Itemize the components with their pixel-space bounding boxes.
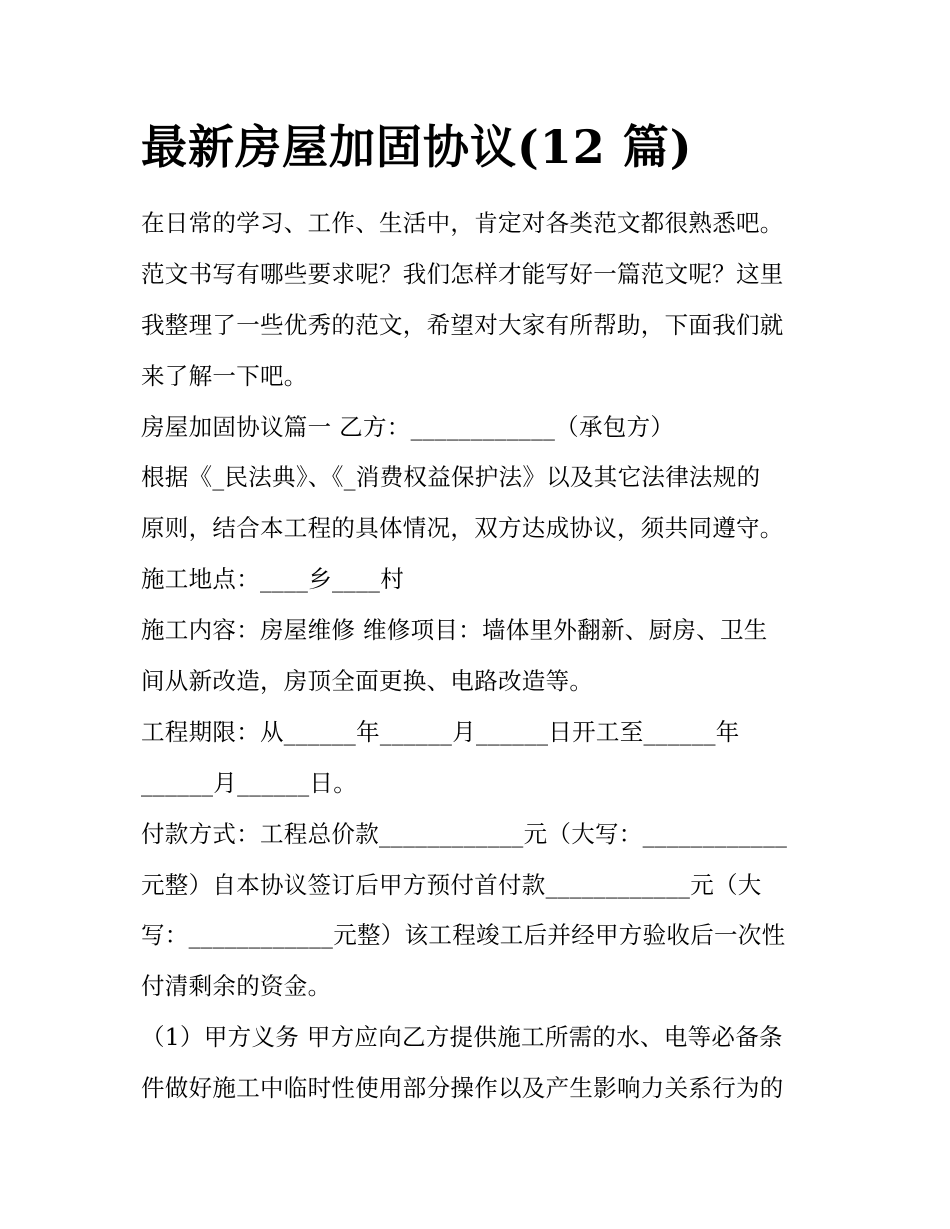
paragraph-line: 间从新改造，房顶全面更换、电路改造等。 <box>141 667 594 696</box>
paragraph-line: 施工地点：____乡____村 <box>141 565 404 594</box>
paragraph-line: （1）甲方义务 甲方应向乙方提供施工所需的水、电等必备条 <box>141 1023 783 1052</box>
paragraph-line: 件做好施工中临时性使用部分操作以及产生影响力关系行为的 <box>141 1074 784 1103</box>
paragraph-line: 元整）自本协议签订后甲方预付首付款____________元（大 <box>141 870 762 899</box>
paragraph-line: 付款方式：工程总价款____________元（大写：____________ <box>141 819 788 848</box>
paragraph-line: 写：____________元整）该工程竣工后并经甲方验收后一次性 <box>141 921 786 950</box>
paragraph-line: 我整理了一些优秀的范文，希望对大家有所帮助，下面我们就 <box>141 310 784 339</box>
paragraph-line: 房屋加固协议篇一 乙方：____________（承包方） <box>141 412 675 441</box>
paragraph-line: 施工内容：房屋维修 维修项目：墙体里外翻新、厨房、卫生 <box>141 616 768 645</box>
paragraph-line: ______月______日。 <box>141 768 357 797</box>
paragraph-line: 在日常的学习、工作、生活中，肯定对各类范文都很熟悉吧。 <box>141 209 784 237</box>
document-body <box>141 198 821 1114</box>
paragraph-line: 根据《_民法典》、《_消费权益保护法》以及其它法律法规的 <box>141 463 761 492</box>
paragraph-line: 范文书写有哪些要求呢？我们怎样才能写好一篇范文呢？这里 <box>141 259 784 288</box>
document-title: 最新房屋加固协议(12 篇) <box>141 120 693 174</box>
paragraph-line: 付清剩余的资金。 <box>141 972 332 1001</box>
paragraph-line: 原则，结合本工程的具体情况，双方达成协议，须共同遵守。 <box>141 514 784 543</box>
paragraph-line: 来了解一下吧。 <box>141 361 308 390</box>
paragraph-line: 工程期限：从______年______月______日开工至______年 <box>141 717 740 746</box>
